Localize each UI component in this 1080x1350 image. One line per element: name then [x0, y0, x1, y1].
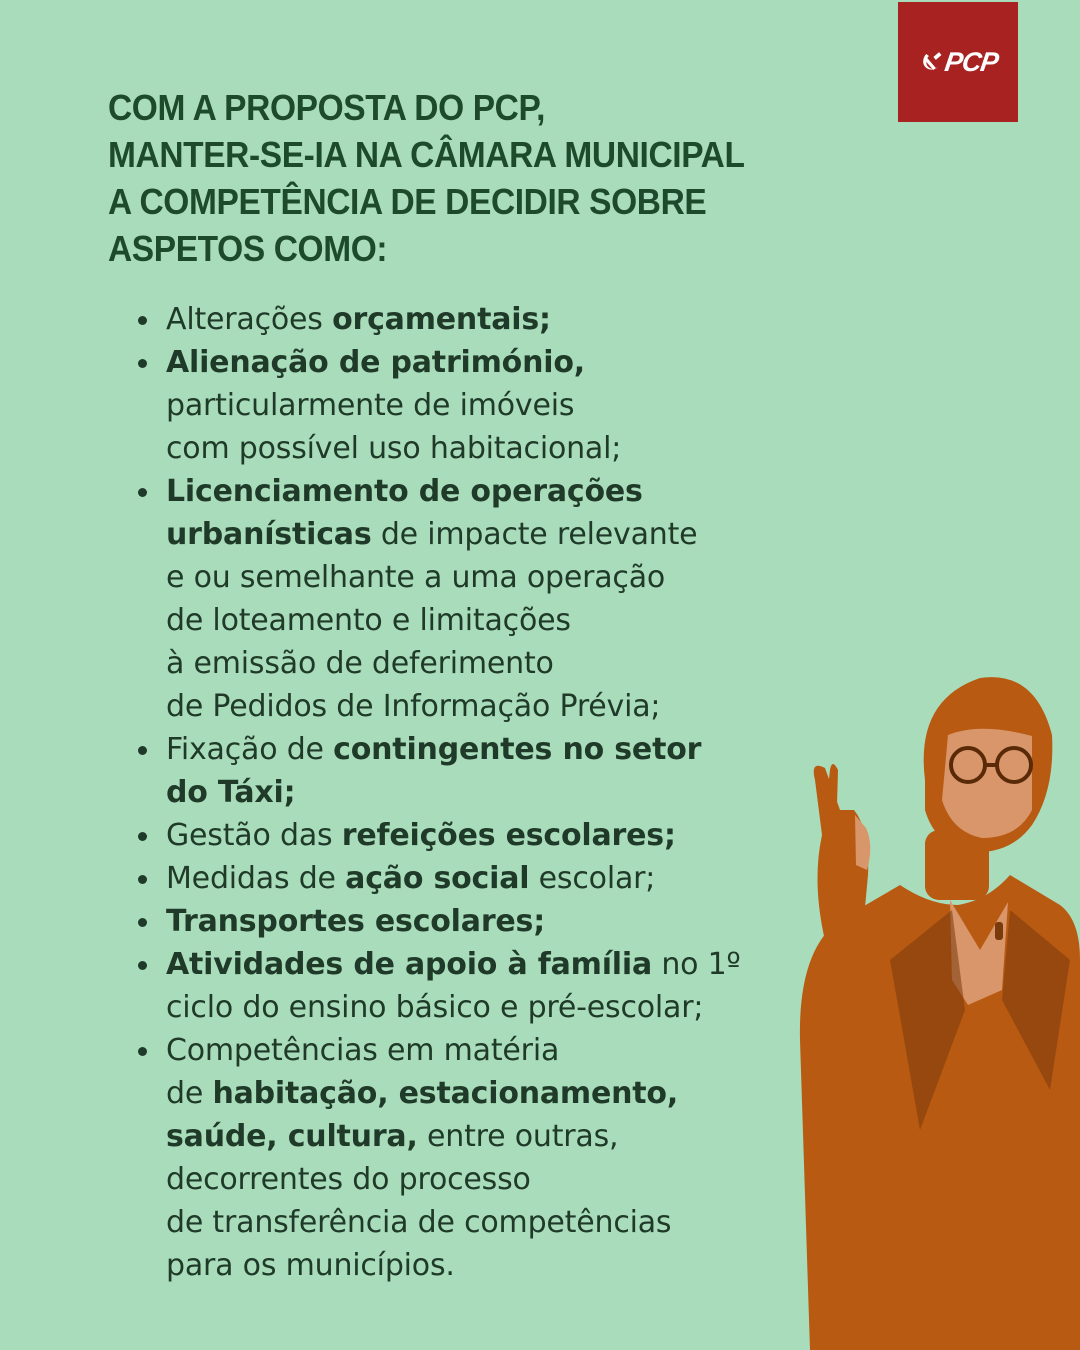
list-item: [166, 857, 786, 900]
headline-line: ASPETOS COMO:: [108, 228, 388, 269]
body-text: de transferência de competências: [166, 1205, 672, 1240]
bullet-dot: [138, 1047, 147, 1056]
bullet-dot: [138, 918, 147, 927]
list-item-line: [166, 298, 786, 341]
list-item: [166, 728, 786, 814]
list-item: [166, 814, 786, 857]
bullet-dot: [138, 488, 147, 497]
speaker-photo: [770, 660, 1080, 1350]
list-item-line: [166, 599, 786, 642]
body-text: Alterações: [166, 302, 333, 337]
emphasis-text: urbanísticas: [166, 517, 372, 552]
emphasis-text: Licenciamento de operações: [166, 474, 643, 509]
headline-line: MANTER-SE-IA NA CÂMARA MUNICIPAL: [108, 134, 745, 175]
list-item-line: [166, 513, 786, 556]
list-item-line: [166, 1244, 786, 1287]
body-text: de loteamento e limitações: [166, 603, 571, 638]
list-item-line: [166, 900, 786, 943]
list-item-line: [166, 814, 786, 857]
bullet-dot: [138, 875, 147, 884]
hammer-sickle-icon: [917, 50, 944, 74]
emphasis-text: saúde, cultura,: [166, 1119, 418, 1154]
bullet-dot: [138, 316, 147, 325]
body-text: e ou semelhante a uma operação: [166, 560, 666, 595]
list-item-line: [166, 1115, 786, 1158]
list-item-line: [166, 943, 786, 986]
body-text: de: [166, 1076, 213, 1111]
body-text: para os municípios.: [166, 1248, 455, 1283]
body-text: à emissão de deferimento: [166, 646, 554, 681]
list-item-line: [166, 341, 786, 384]
list-item-line: [166, 1072, 786, 1115]
list-item-line: [166, 728, 786, 771]
list-item-line: [166, 470, 786, 513]
list-item-line: [166, 685, 786, 728]
list-item: [166, 298, 786, 341]
list-item-line: [166, 771, 786, 814]
emphasis-text: contingentes no setor: [333, 732, 702, 767]
body-text: com possível uso habitacional;: [166, 431, 622, 466]
bullet-dot: [138, 832, 147, 841]
list-item: [166, 470, 786, 728]
body-text: Fixação de: [166, 732, 334, 767]
list-item-line: [166, 1029, 786, 1072]
bullet-dot: [138, 961, 147, 970]
bullet-dot: [138, 746, 147, 755]
body-text: entre outras,: [417, 1119, 619, 1154]
list-item: [166, 943, 786, 1029]
body-text: de impacte relevante: [371, 517, 698, 552]
headline-line: A COMPETÊNCIA DE DECIDIR SOBRE: [108, 181, 707, 222]
emphasis-text: ação social: [345, 861, 530, 896]
competencies-list: [166, 298, 786, 1287]
emphasis-text: orçamentais;: [332, 302, 551, 337]
body-text: ciclo do ensino básico e pré-escolar;: [166, 990, 704, 1025]
body-text: particularmente de imóveis: [166, 388, 575, 423]
bullet-dot: [138, 359, 147, 368]
list-item-line: [166, 427, 786, 470]
body-text: Medidas de: [166, 861, 346, 896]
emphasis-text: Atividades de apoio à família: [166, 947, 652, 982]
body-text: Gestão das: [166, 818, 342, 853]
pcp-logo: [898, 2, 1018, 122]
body-text: escolar;: [529, 861, 656, 896]
list-item-line: [166, 642, 786, 685]
list-item: [166, 900, 786, 943]
emphasis-text: habitação, estacionamento,: [212, 1076, 679, 1111]
emphasis-text: do Táxi;: [166, 775, 296, 810]
list-item: [166, 341, 786, 470]
body-text: decorrentes do processo: [166, 1162, 531, 1197]
list-item-line: [166, 986, 786, 1029]
list-item: [166, 1029, 786, 1287]
list-item-line: [166, 1201, 786, 1244]
logo-text: PCP: [942, 46, 1000, 77]
list-item-line: [166, 384, 786, 427]
list-item-line: [166, 1158, 786, 1201]
headline: [108, 84, 745, 272]
list-item-line: [166, 556, 786, 599]
headline-line: COM A PROPOSTA DO PCP,: [108, 87, 546, 128]
emphasis-text: refeições escolares;: [341, 818, 676, 853]
body-text: Competências em matéria: [166, 1033, 560, 1068]
list-item-line: [166, 857, 786, 900]
body-text: de Pedidos de Informação Prévia;: [166, 689, 661, 724]
emphasis-text: Alienação de património,: [166, 345, 585, 380]
body-text: no 1º: [652, 947, 741, 982]
emphasis-text: Transportes escolares;: [166, 904, 546, 939]
